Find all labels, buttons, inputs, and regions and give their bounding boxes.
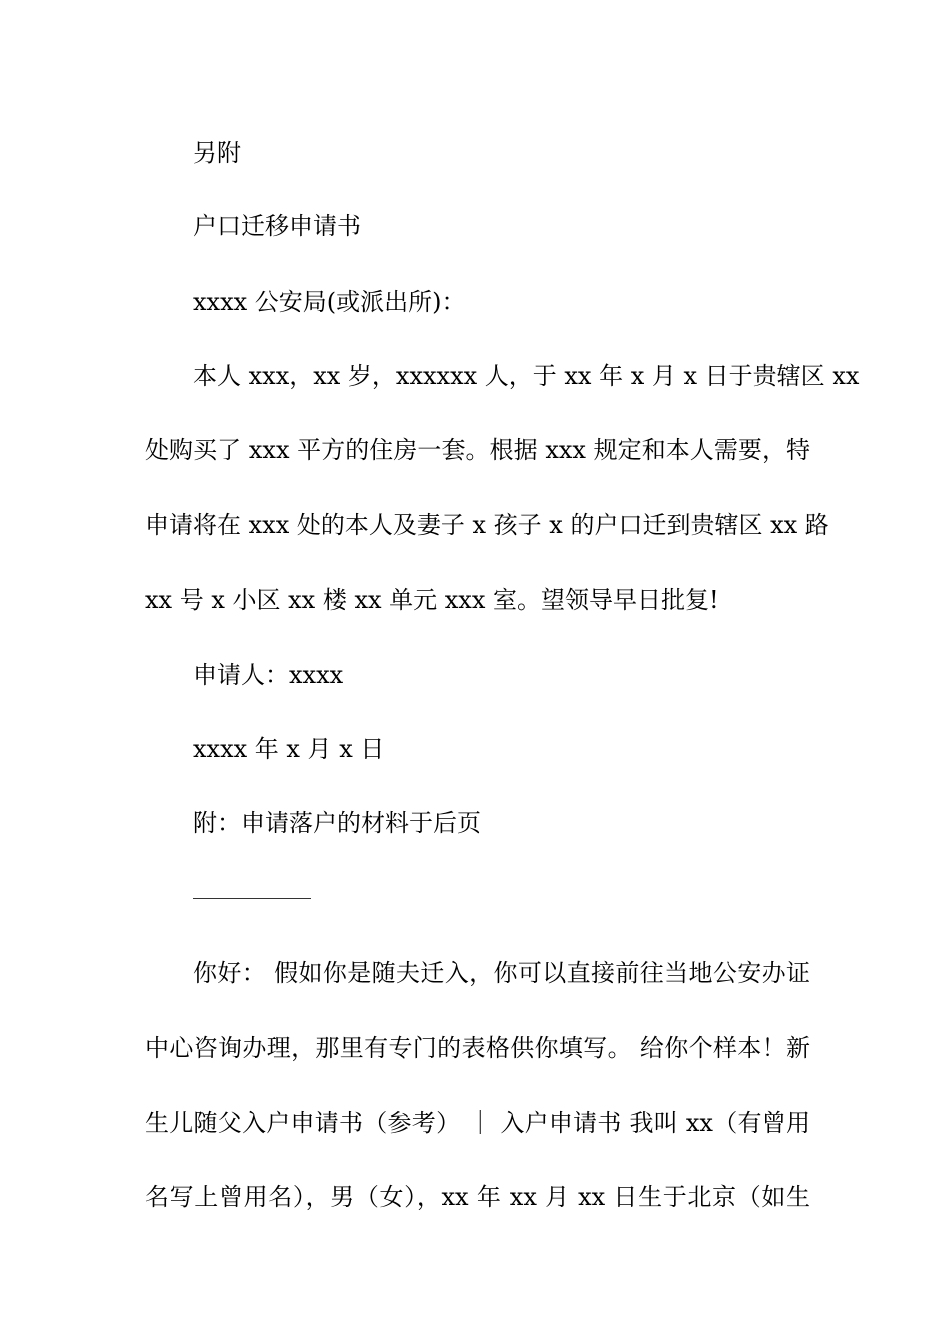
- date-line: xxxx 年 x 月 x 日: [193, 735, 385, 763]
- body-line-1: 本人 xxx，xx 岁，xxxxxx 人，于 xx 年 x 月 x 日于贵辖区 xx: [193, 362, 860, 390]
- body-line-3: 申请将在 xxx 处的本人及妻子 x 孩子 x 的户口迁到贵辖区 xx 路: [145, 511, 829, 539]
- note-heading: 另附: [193, 139, 241, 167]
- body-line-2: 处购买了 xxx 平方的住房一套。根据 xxx 规定和本人需要，特: [145, 436, 810, 464]
- section-divider: [193, 898, 311, 899]
- application-title: 户口迁移申请书: [193, 212, 361, 240]
- reply-line-3: 生儿随父入户申请书（参考） ｜ 入户申请书 我叫 xx（有曾用: [145, 1109, 810, 1137]
- reply-line-4: 名写上曾用名），男（女），xx 年 xx 月 xx 日生于北京（如生: [145, 1183, 810, 1211]
- reply-line-2: 中心咨询办理，那里有专门的表格供你填写。 给你个样本！新: [145, 1034, 810, 1062]
- body-line-4: xx 号 x 小区 xx 楼 xx 单元 xxx 室。望领导早日批复!: [145, 586, 719, 614]
- reply-line-1: 你好： 假如你是随夫迁入，你可以直接前往当地公安办证: [193, 959, 810, 987]
- addressee-line: xxxx 公安局(或派出所)：: [193, 288, 466, 316]
- applicant-line: 申请人：xxxx: [193, 661, 344, 689]
- attachment-note: 附：申请落户的材料于后页: [193, 809, 481, 837]
